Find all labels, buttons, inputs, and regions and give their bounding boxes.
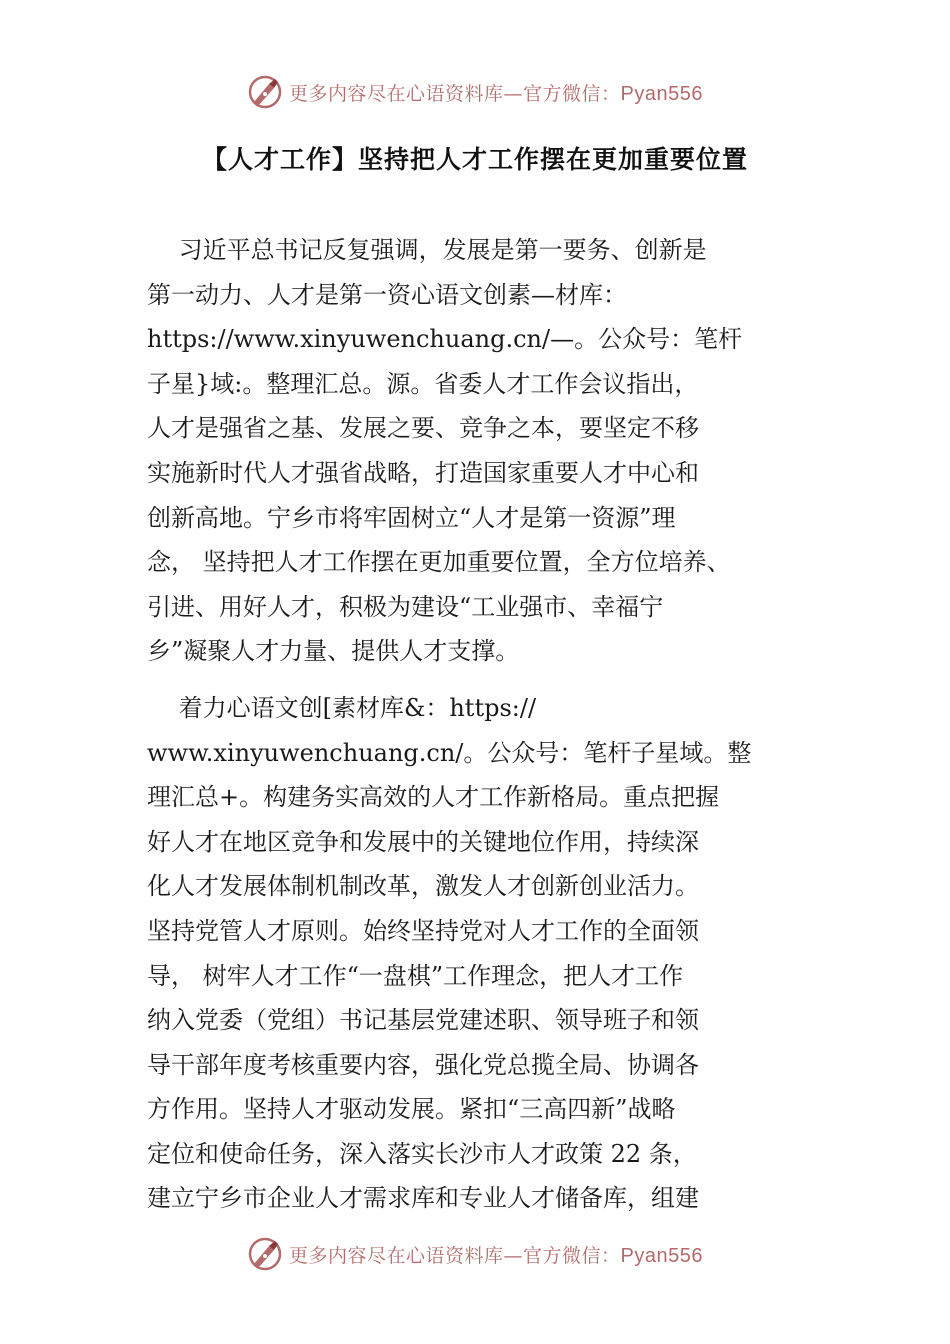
- watermark-text: 更多内容尽在心语资料库—官方微信：Pyan556: [289, 82, 703, 105]
- document-title: 【人才工作】坚持把人才工作摆在更加重要位置: [201, 145, 748, 174]
- paragraph: [147, 686, 847, 1221]
- text-line: 念， 坚持把人才工作摆在更加重要位置，全方位培养、: [147, 548, 731, 577]
- document-body: [147, 228, 847, 1221]
- text-line: 化人才发展体制机制改革，激发人才创新创业活力。: [147, 872, 699, 901]
- text-line: 好人才在地区竞争和发展中的关键地位作用，持续深: [147, 827, 699, 856]
- text-line: 理汇总+。构建务实高效的人才工作新格局。重点把握: [147, 783, 720, 812]
- watermark-wechat-id: Pyan556: [620, 82, 703, 105]
- text-line: 导， 树牢人才工作“一盘棋”工作理念，把人才工作: [147, 961, 684, 990]
- text-line: 建立宁乡市企业人才需求库和专业人才储备库，组建: [147, 1184, 699, 1213]
- text-line: 定位和使命任务，深入落实长沙市人才政策 22 条，: [147, 1139, 697, 1168]
- text-line: 纳入党委（党组）书记基层党建述职、领导班子和领: [147, 1006, 699, 1035]
- text-line: 创新高地。宁乡市将牢固树立“人才是第一资源”理: [147, 503, 676, 532]
- text-line: 方作用。坚持人才驱动发展。紧扣“三高四新”战略: [147, 1095, 676, 1124]
- pen-nib-logo-icon: [247, 1236, 283, 1272]
- text-line: www.xinyuwenchuang.cn/。公众号：笔杆子星域。整: [147, 738, 752, 767]
- text-line: 坚持党管人才原则。始终坚持党对人才工作的全面领: [147, 916, 699, 945]
- paragraph: [147, 228, 847, 674]
- paragraph-gap: [147, 674, 847, 686]
- footer-watermark: [0, 1232, 950, 1276]
- text-line: 实施新时代人才强省战略，打造国家重要人才中心和: [147, 458, 699, 487]
- watermark-text: 更多内容尽在心语资料库—官方微信：Pyan556: [289, 1244, 703, 1267]
- text-line: 第一动力、人才是第一资心语文创素—材库：: [147, 280, 627, 309]
- text-line: https://www.xinyuwenchuang.cn/—。公众号：笔杆: [147, 325, 743, 354]
- text-line: 引进、用好人才，积极为建设“工业强市、幸福宁: [147, 592, 664, 621]
- watermark-wechat-id: Pyan556: [620, 1244, 703, 1267]
- text-line: 着力心语文创[素材库&：https://: [147, 693, 537, 722]
- text-line: 导干部年度考核重要内容，强化党总揽全局、协调各: [147, 1050, 699, 1079]
- text-line: 人才是强省之基、发展之要、竞争之本，要坚定不移: [147, 414, 699, 443]
- header-watermark: [0, 70, 950, 114]
- pen-nib-logo-icon: [247, 74, 283, 110]
- text-line: 子星}域:。整理汇总。源。省委人才工作会议指出，: [147, 369, 699, 398]
- text-line: 乡”凝聚人才力量、提供人才支撑。: [147, 637, 520, 666]
- text-line: 习近平总书记反复强调，发展是第一要务、创新是: [147, 236, 707, 264]
